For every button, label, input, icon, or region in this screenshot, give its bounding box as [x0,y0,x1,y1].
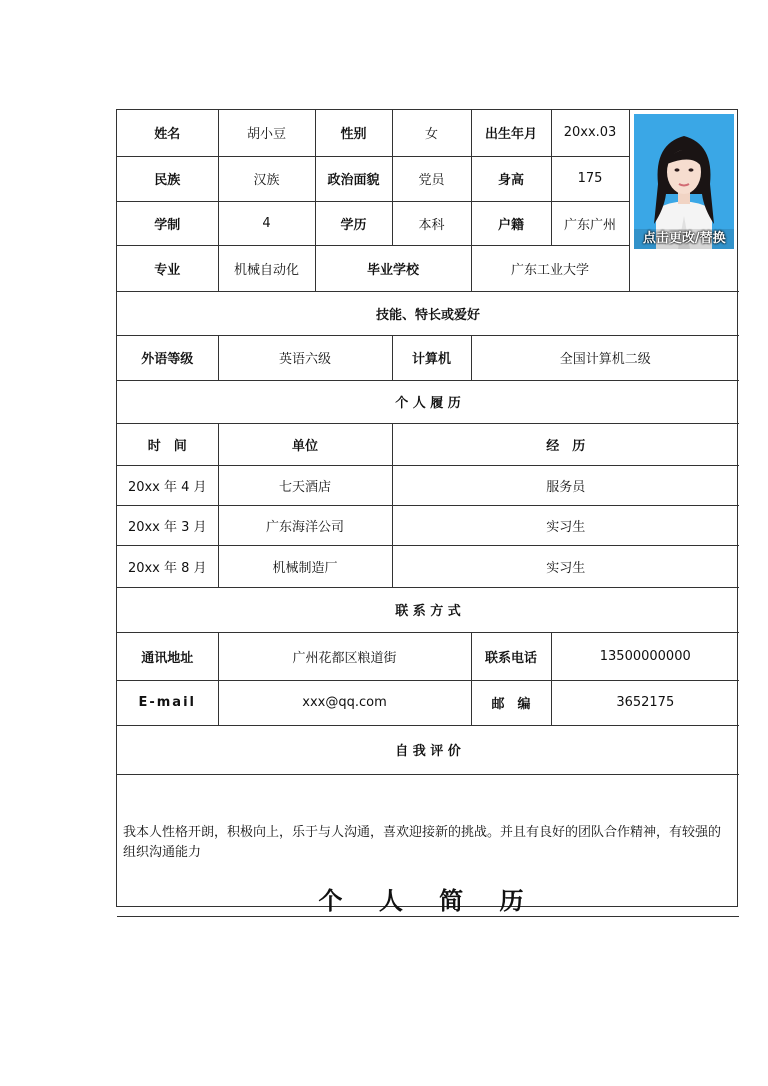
history-col-time: 时 间 [117,423,218,465]
computer-label: 计算机 [392,335,471,380]
postcode-value: 3652175 [551,680,739,725]
address-value: 广州花都区粮道街 [218,632,471,680]
history-unit: 机械制造厂 [218,545,392,587]
postcode-label: 邮 编 [471,680,551,725]
history-experience: 实习生 [392,545,739,587]
footer-title: 个 人 简 历 [318,886,538,915]
history-title: 个 人 履 历 [117,380,739,423]
history-time: 20xx 年 3 月 [117,505,218,545]
history-experience: 实习生 [392,505,739,545]
major-value: 机械自动化 [218,245,315,291]
ethnicity-label: 民族 [117,156,218,201]
history-col-experience: 经 历 [392,423,739,465]
history-experience: 服务员 [392,465,739,505]
degree-value: 本科 [392,201,471,245]
language-label: 外语等级 [117,335,218,380]
birth-label: 出生年月 [471,110,551,156]
gender-label: 性别 [315,110,392,156]
school-value: 广东工业大学 [471,245,629,291]
phone-label: 联系电话 [471,632,551,680]
history-row [117,465,739,505]
computer-value: 全国计算机二级 [471,335,739,380]
evaluation-text: 我本人性格开朗，积极向上，乐于与人沟通，喜欢迎接新的挑战。并且有良好的团队合作精神，有较强的组织沟通能力 [123,824,722,860]
history-col-unit: 单位 [218,423,392,465]
school-label: 毕业学校 [315,245,471,291]
phone-value: 13500000000 [551,632,739,680]
history-unit: 七天酒店 [218,465,392,505]
gender-value: 女 [392,110,471,156]
degree-label: 学历 [315,201,392,245]
skills-title: 技能、特长或爱好 [117,291,739,335]
politics-value: 党员 [392,156,471,201]
evaluation-title: 自 我 评 价 [117,725,739,774]
politics-label: 政治面貌 [315,156,392,201]
change-photo-button[interactable]: 点击更改/替换 [634,229,734,249]
hukou-value: 广东广州 [551,201,629,245]
history-time: 20xx 年 4 月 [117,465,218,505]
ethnicity-value: 汉族 [218,156,315,201]
resume-sheet [116,109,738,915]
major-label: 专业 [117,245,218,291]
contact-title: 联 系 方 式 [117,587,739,632]
birth-value: 20xx.03 [551,110,629,156]
address-label: 通讯地址 [117,632,218,680]
schooling-value: 4 [218,201,315,245]
photo-cell [629,110,739,291]
height-label: 身高 [471,156,551,201]
profile-photo[interactable] [634,114,734,249]
evaluation-cell [117,774,739,916]
history-row [117,545,739,587]
email-value: xxx@qq.com [218,680,471,725]
name-label: 姓名 [117,110,218,156]
hukou-label: 户籍 [471,201,551,245]
email-label: E-mail [117,680,218,725]
height-value: 175 [551,156,629,201]
name-value: 胡小豆 [218,110,315,156]
schooling-label: 学制 [117,201,218,245]
history-row [117,505,739,545]
resume-table [117,110,739,917]
history-unit: 广东海洋公司 [218,505,392,545]
history-time: 20xx 年 8 月 [117,545,218,587]
language-value: 英语六级 [218,335,392,380]
